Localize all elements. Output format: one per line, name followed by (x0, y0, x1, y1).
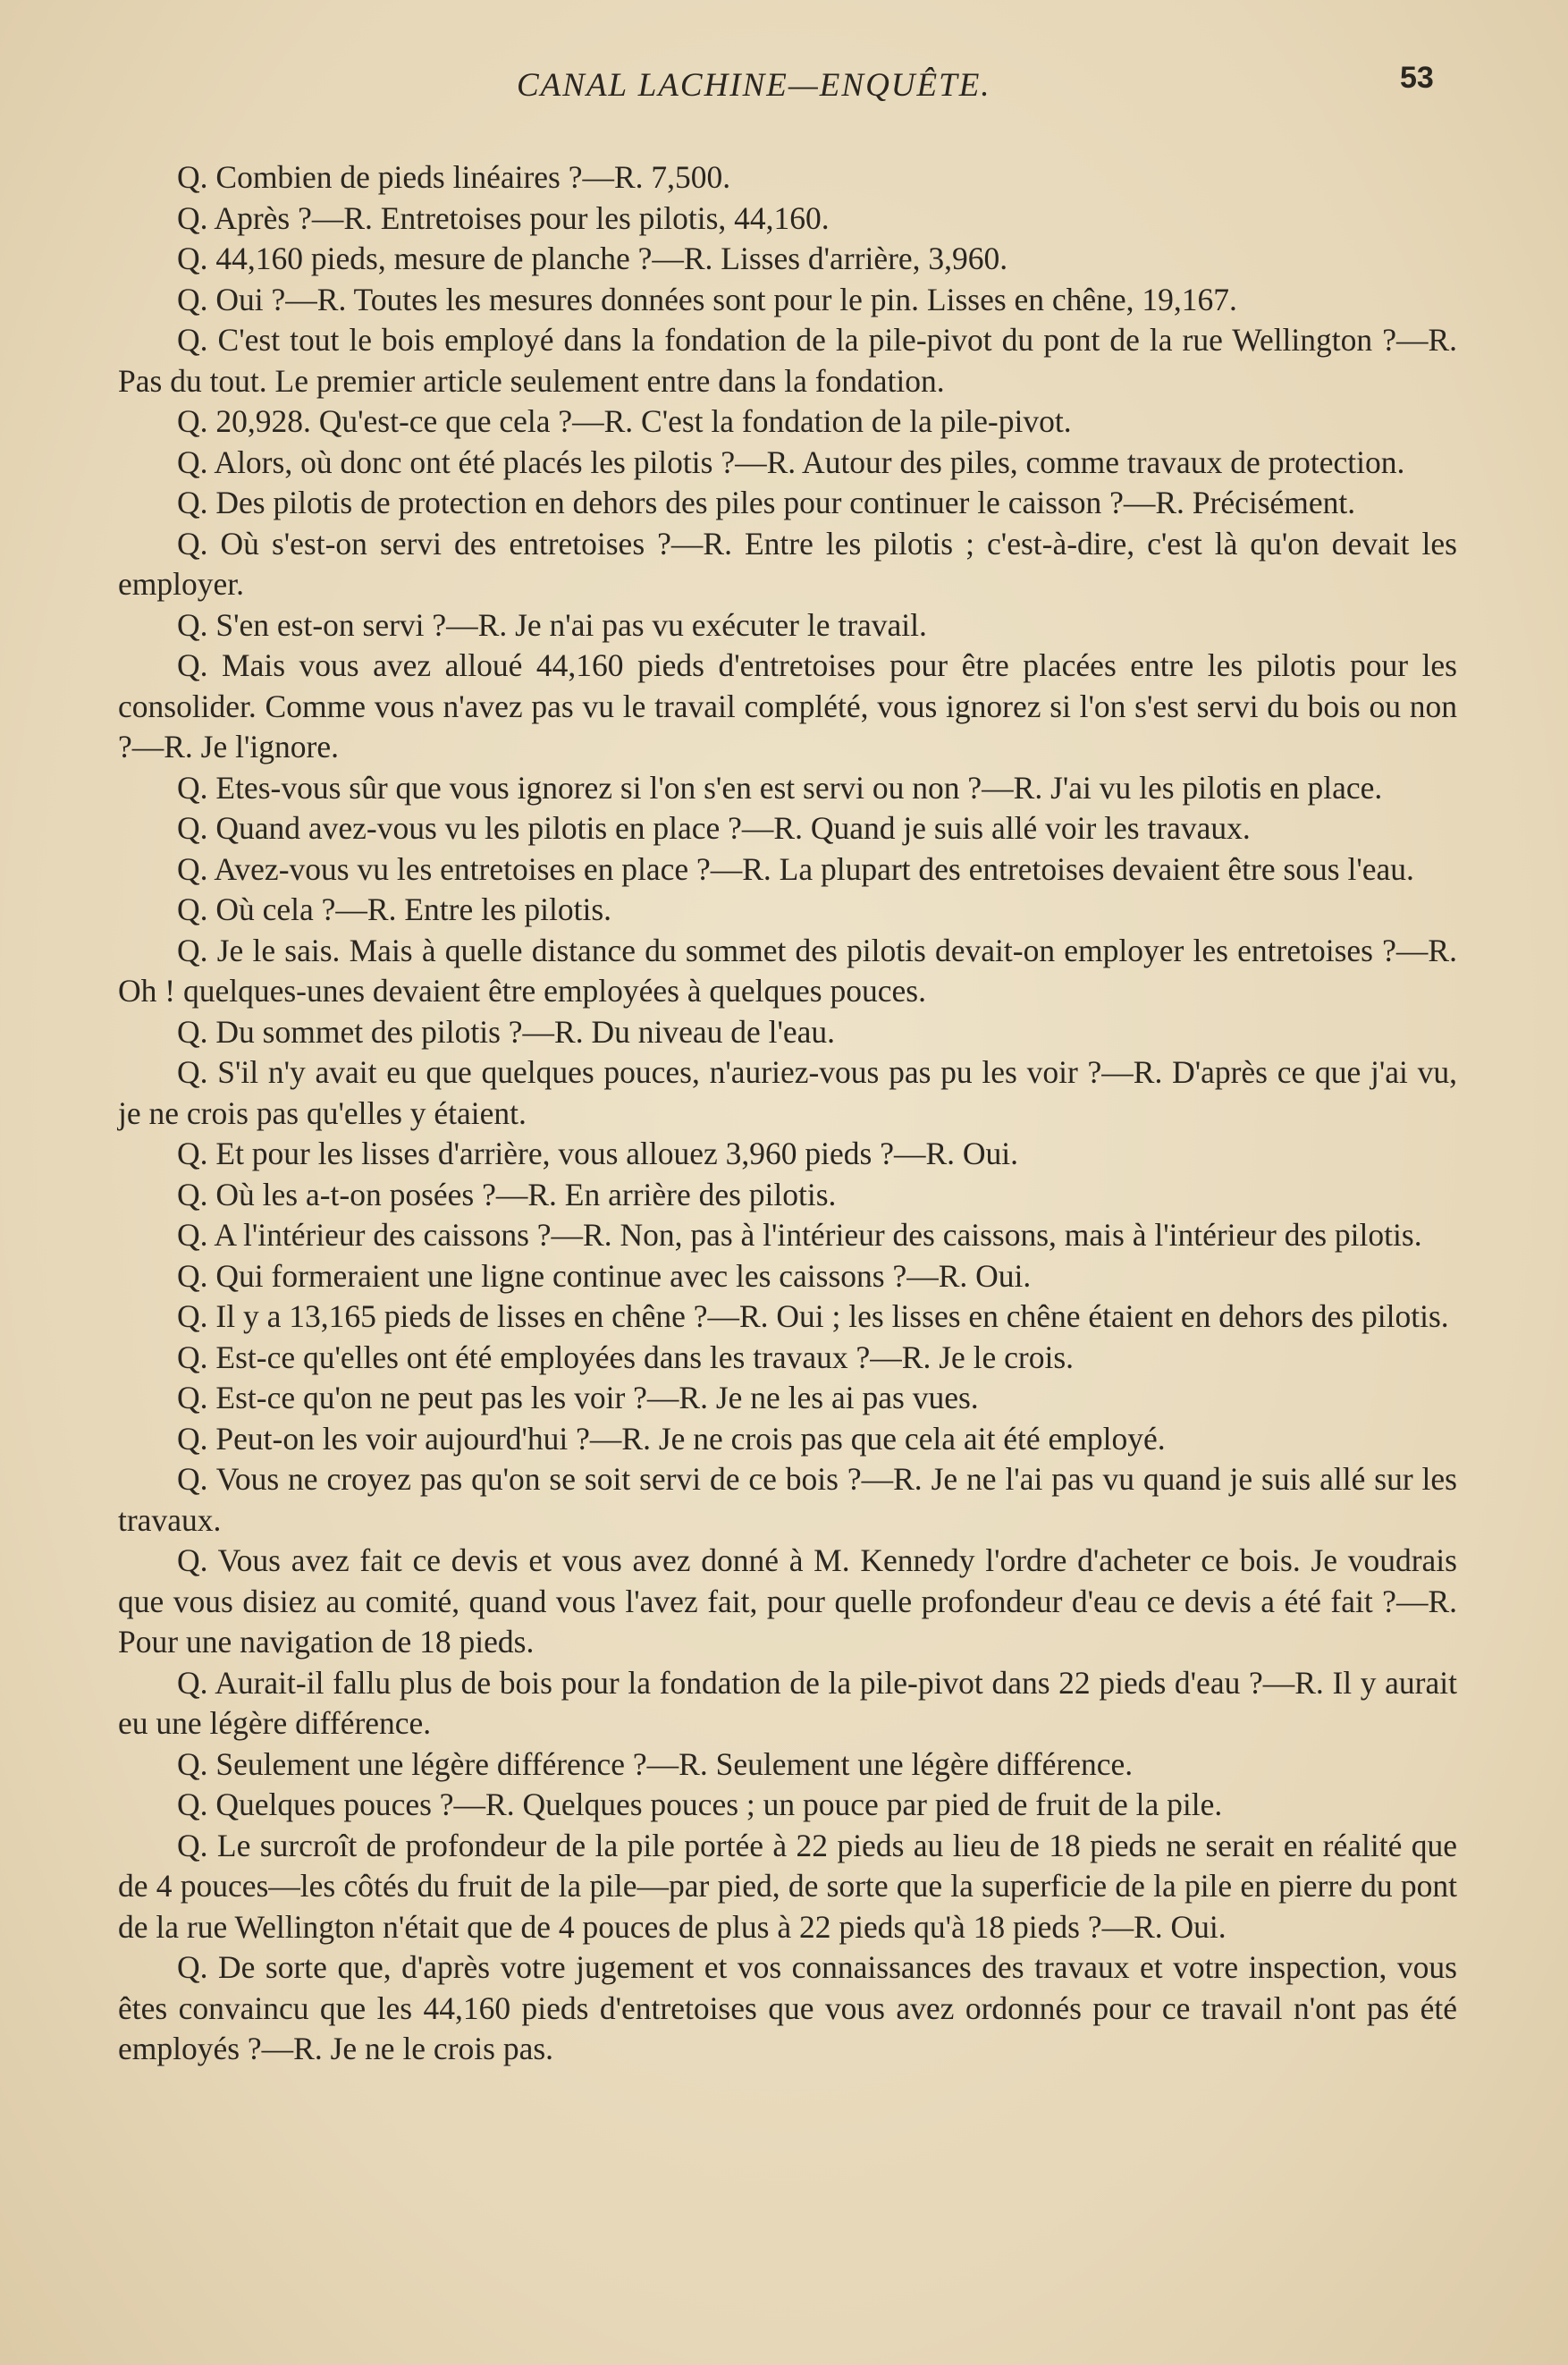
question-answer-paragraph: Q. A l'intérieur des caissons ?—R. Non, pas à l'intérieur des caissons, mais à l'intérieur des pilotis. (177, 1217, 1422, 1253)
question-answer-paragraph: Q. Je le sais. Mais à quelle distance du sommet des pilotis devait-on employer les entretoises ?—R. Oh ! quelques-unes devaient être employées à quelques pouces. (118, 932, 1457, 1009)
question-answer-paragraph: Q. Etes-vous sûr que vous ignorez si l'on s'en est servi ou non ?—R. J'ai vu les pilotis en place. (177, 769, 1383, 806)
question-answer-paragraph: Q. Seulement une légère différence ?—R. Seulement une légère différence. (177, 1745, 1134, 1782)
question-answer-paragraph: Q. Et pour les lisses d'arrière, vous allouez 3,960 pieds ?—R. Oui. (177, 1136, 1019, 1171)
question-answer-paragraph: Q. Mais vous avez alloué 44,160 pieds d'entretoises pour être placées entre les pilotis pour les consolider. Comme vous n'avez pas vu le travail complété, vous ignorez si l'on s'est servi du bois ou non ?—R. Je l'ignore. (118, 647, 1457, 764)
question-answer-paragraph: Q. Des pilotis de protection en dehors des piles pour continuer le caisson ?—R. Précisément. (177, 485, 1356, 520)
question-answer-paragraph: Q. Il y a 13,165 pieds de lisses en chêne ?—R. Oui ; les lisses en chêne étaient en dehors des pilotis. (177, 1298, 1449, 1334)
question-answer-paragraph: Q. Alors, où donc ont été placés les pilotis ?—R. Autour des piles, comme travaux de protection. (177, 443, 1405, 480)
question-answer-paragraph: Q. Où s'est-on servi des entretoises ?—R. Entre les pilotis ; c'est-à-dire, c'est là qu'on devait les employer. (118, 525, 1457, 602)
question-answer-paragraph: Q. C'est tout le bois employé dans la fondation de la pile-pivot du pont de la rue Wellington ?—R. Pas du tout. Le premier article seulement entre dans la fondation. (118, 322, 1457, 399)
question-answer-paragraph: Q. Avez-vous vu les entretoises en place ?—R. La plupart des entretoises devaient être sous l'eau. (177, 850, 1414, 887)
question-answer-paragraph: Q. Où cela ?—R. Entre les pilotis. (177, 891, 612, 927)
question-answer-paragraph: Q. S'il n'y avait eu que quelques pouces, n'auriez-vous pas pu les voir ?—R. D'après ce que j'ai vu, je ne crois pas qu'elles y étaient. (118, 1054, 1457, 1131)
page-header (0, 55, 1568, 109)
question-answer-paragraph: Q. Où les a-t-on posées ?—R. En arrière des pilotis. (177, 1176, 837, 1212)
question-answer-paragraph: Q. Après ?—R. Entretoises pour les pilotis, 44,160. (177, 199, 830, 236)
question-answer-paragraph: Q. Qui formeraient une ligne continue avec les caissons ?—R. Oui. (177, 1257, 1032, 1294)
question-answer-paragraph: Q. Est-ce qu'elles ont été employées dans les travaux ?—R. Je le crois. (177, 1339, 1075, 1375)
page-number: 53 (1400, 61, 1434, 95)
question-answer-paragraph: Q. Est-ce qu'on ne peut pas les voir ?—R. Je ne les ai pas vues. (177, 1380, 979, 1415)
question-answer-paragraph: Q. Oui ?—R. Toutes les mesures données sont pour le pin. Lisses en chêne, 19,167. (177, 281, 1237, 317)
running-title: CANAL LACHINE—ENQUÊTE. (517, 67, 991, 104)
question-answer-paragraph: Q. S'en est-on servi ?—R. Je n'ai pas vu exécuter le travail. (177, 606, 927, 643)
question-answer-paragraph: Q. Combien de pieds linéaires ?—R. 7,500. (177, 159, 731, 195)
question-answer-paragraph: Q. Le surcroît de profondeur de la pile portée à 22 pieds au lieu de 18 pieds ne serait en réalité que de 4 pouces—les côtés du fruit de la pile—par pied, de sorte que la superficie de la pile en pierre du pont de la rue Wellington n'était que de 4 pouces de plus à 22 pieds qu'à 18 pieds ?—R. Oui. (118, 1827, 1457, 1945)
question-answer-paragraph: Q. Peut-on les voir aujourd'hui ?—R. Je ne crois pas que cela ait été employé. (177, 1420, 1166, 1457)
question-answer-paragraph: Q. Vous ne croyez pas qu'on se soit servi de ce bois ?—R. Je ne l'ai pas vu quand je suis allé sur les travaux. (118, 1461, 1457, 1538)
question-answer-paragraph: Q. 20,928. Qu'est-ce que cela ?—R. C'est la fondation de la pile-pivot. (177, 403, 1072, 439)
testimony-body (118, 157, 1457, 2070)
question-answer-paragraph: Q. 44,160 pieds, mesure de planche ?—R. Lisses d'arrière, 3,960. (177, 241, 1008, 276)
question-answer-paragraph: Q. Du sommet des pilotis ?—R. Du niveau de l'eau. (177, 1013, 836, 1050)
question-answer-paragraph: Q. Quelques pouces ?—R. Quelques pouces ; un pouce par pied de fruit de la pile. (177, 1786, 1223, 1822)
question-answer-paragraph: Q. Vous avez fait ce devis et vous avez donné à M. Kennedy l'ordre d'acheter ce bois. Je voudrais que vous disiez au comité, quand vous l'avez fait, pour quelle profondeur d'eau ce devis a été fait ?—R. Pour une navigation de 18 pieds. (118, 1542, 1457, 1660)
question-answer-paragraph: Q. De sorte que, d'après votre jugement et vos connaissances des travaux et votre inspection, vous êtes convaincu que les 44,160 pieds d'entretoises que vous avez ordonnés pour ce travail n'ont pas été employés ?—R. Je ne le crois pas. (118, 1949, 1457, 2066)
question-answer-paragraph: Q. Quand avez-vous vu les pilotis en place ?—R. Quand je suis allé voir les travaux. (177, 810, 1251, 846)
question-answer-paragraph: Q. Aurait-il fallu plus de bois pour la fondation de la pile-pivot dans 22 pieds d'eau ?—R. Il y aurait eu une légère différence. (118, 1664, 1457, 1741)
